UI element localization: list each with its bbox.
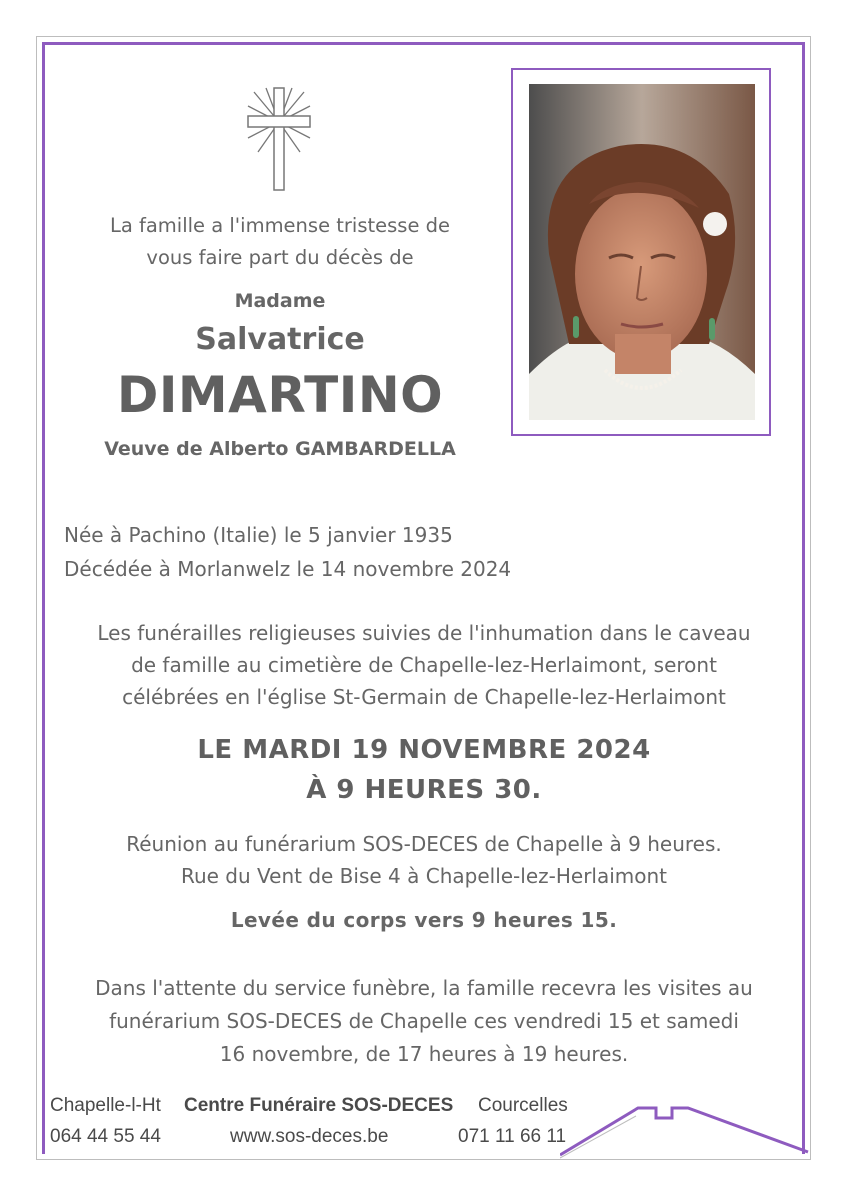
footer-phone-left: 064 44 55 44 <box>50 1126 161 1147</box>
intro-text <box>88 210 472 274</box>
visits-info <box>44 972 804 1071</box>
portrait-photo <box>529 84 755 420</box>
footer-company: Centre Funéraire SOS-DECES <box>184 1095 454 1116</box>
last-name: DIMARTINO <box>116 366 444 424</box>
funeral-text <box>44 617 804 713</box>
birth-death-info <box>64 518 511 586</box>
date-line-2: À 9 HEURES 30. <box>306 775 542 805</box>
portrait-frame <box>511 68 771 436</box>
funeral-line-2: de famille au cimetière de Chapelle-lez-Herlaimont, seront <box>131 653 717 677</box>
intro-line-2: vous faire part du décès de <box>146 246 414 269</box>
intro-line-1: La famille a l'immense tristesse de <box>109 214 451 237</box>
visits-line-1: Dans l'attente du service funèbre, la famille recevra les visites au <box>95 976 753 1000</box>
death-line: Décédée à Morlanwelz le 14 novembre 2024 <box>64 557 512 581</box>
footer-location-right: Courcelles <box>478 1095 568 1116</box>
funeral-line-1: Les funérailles religieuses suivies de l'inhumation dans le caveau <box>97 621 751 645</box>
date-line-1: LE MARDI 19 NOVEMBRE 2024 <box>197 735 651 765</box>
radiant-cross-icon <box>244 86 314 192</box>
visits-line-2: funérarium SOS-DECES de Chapelle ces vendredi 15 et samedi <box>109 1009 739 1033</box>
footer-website[interactable]: www.sos-deces.be <box>230 1126 389 1147</box>
birth-line: Née à Pachino (Italie) le 5 janvier 1935 <box>64 523 453 547</box>
funeral-line-3: célébrées en l'église St-Germain de Chapelle-lez-Herlaimont <box>122 685 726 709</box>
meeting-line-1: Réunion au funérarium SOS-DECES de Chapelle à 9 heures. <box>126 832 722 856</box>
widow-of: Veuve de Alberto GAMBARDELLA <box>104 438 456 460</box>
first-name: Salvatrice <box>195 322 365 357</box>
house-roof-decoration <box>560 1100 812 1160</box>
meeting-info <box>44 828 804 892</box>
visits-line-3: 16 novembre, de 17 heures à 19 heures. <box>219 1042 629 1066</box>
levee-info: Levée du corps vers 9 heures 15. <box>230 908 618 932</box>
title-madame: Madame <box>234 290 326 312</box>
ceremony-date <box>44 730 804 810</box>
footer-location-left: Chapelle-l-Ht <box>50 1095 161 1116</box>
meeting-line-2: Rue du Vent de Bise 4 à Chapelle-lez-Herlaimont <box>180 864 668 888</box>
footer-phone-right: 071 11 66 11 <box>458 1126 567 1147</box>
